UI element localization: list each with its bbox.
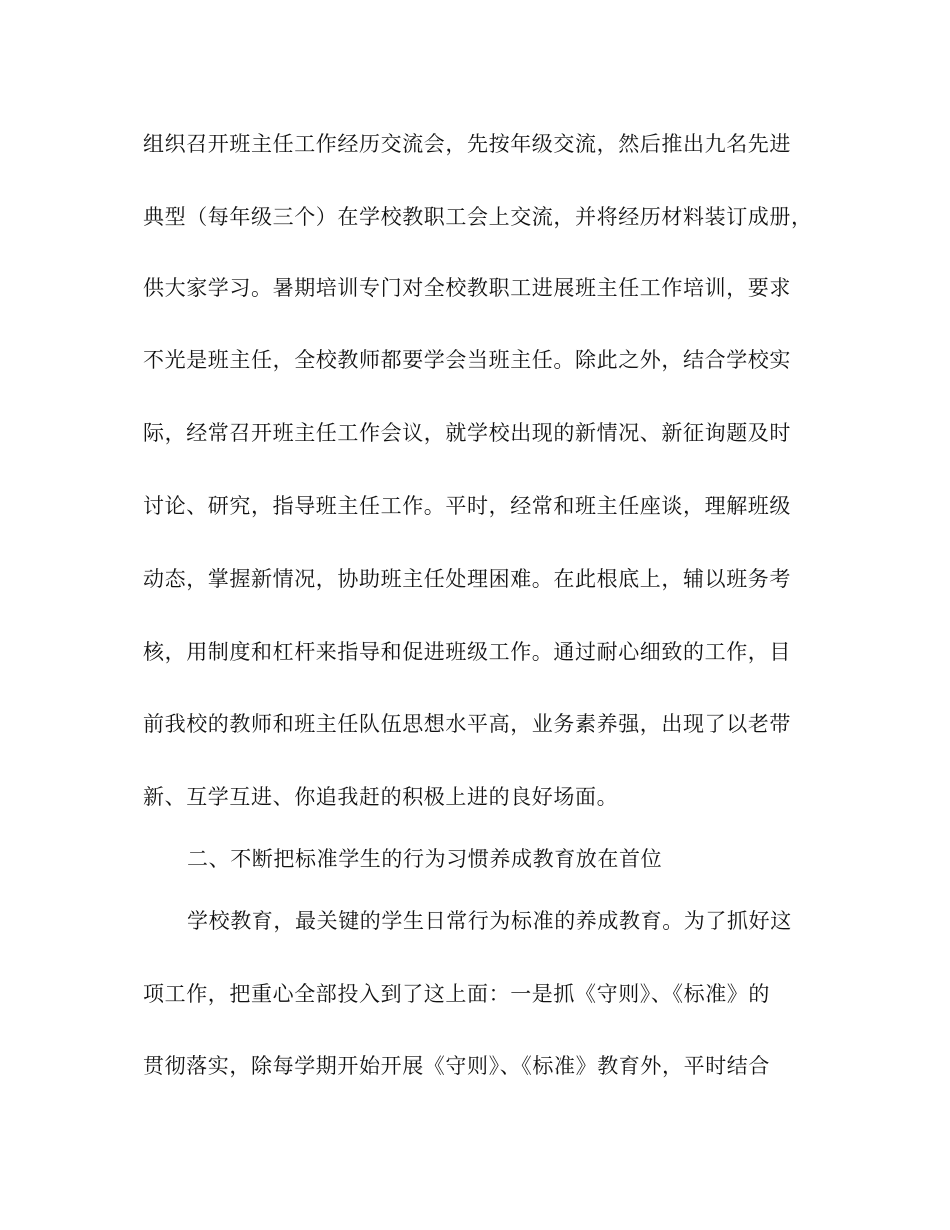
paragraph-1-line-4: 不光是班主任，全校教师都要学会当班主任。除此之外，结合学校实 <box>143 348 791 372</box>
paragraph-2-line-2: 项工作，把重心全部投入到了这上面：一是抓《守则》、《标准》的 <box>143 982 770 1006</box>
paragraph-2-line-1: 学校教育，最关键的学生日常行为标准的养成教育。为了抓好这 <box>187 909 792 933</box>
paragraph-1-line-6: 讨论、研究，指导班主任工作。平时，经常和班主任座谈，理解班级 <box>143 494 791 518</box>
paragraph-1-line-1: 组织召开班主任工作经历交流会，先按年级交流，然后推出九名先进 <box>143 132 791 156</box>
paragraph-1-line-9: 前我校的教师和班主任队伍思想水平高，业务素养强，出现了以老带 <box>143 712 791 736</box>
paragraph-2-line-3: 贯彻落实，除每学期开始开展《守则》、《标准》教育外，平时结合 <box>143 1054 770 1078</box>
paragraph-1-line-3: 供大家学习。暑期培训专门对全校教职工进展班主任工作培训，要求 <box>143 276 791 300</box>
paragraph-1-line-5: 际，经常召开班主任工作会议，就学校出现的新情况、新征询题及时 <box>143 421 791 445</box>
paragraph-1-line-8: 核，用制度和杠杆来指导和促进班级工作。通过耐心细致的工作，目 <box>143 640 791 664</box>
paragraph-1-line-7: 动态，掌握新情况，协助班主任处理困难。在此根底上，辅以班务考 <box>143 567 791 591</box>
paragraph-1-line-2: 典型（每年级三个）在学校教职工会上交流，并将经历材料装订成册， <box>143 205 813 229</box>
paragraph-1-line-10: 新、互学互进、你追我赶的积极上进的良好场面。 <box>143 785 619 809</box>
section-heading: 二、不断把标准学生的行为习惯养成教育放在首位 <box>187 847 663 871</box>
